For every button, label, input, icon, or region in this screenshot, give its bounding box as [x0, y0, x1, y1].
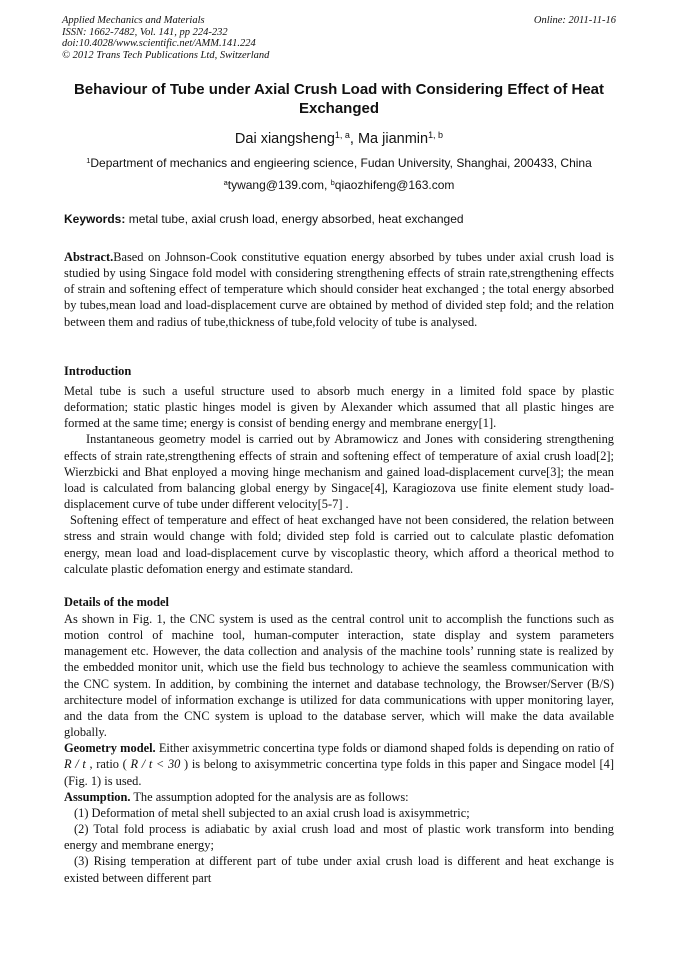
paper-title: Behaviour of Tube under Axial Crush Load with Considering Effect of Heat Exchanged: [73, 81, 605, 117]
online-date: Online: 2011-11-16: [533, 15, 616, 26]
author-2-sup: 1, b: [428, 130, 444, 141]
geometry-label: Geometry model.: [64, 741, 156, 756]
affiliation-sup: 1: [86, 155, 91, 165]
geometry-paragraph: [64, 740, 614, 788]
author-separator: ,: [349, 131, 358, 147]
assumption-item-1: (1) Deformation of metal shell subjected to an axial crush load is axisymmetric;: [74, 805, 470, 820]
copyright-line: © 2012 Trans Tech Publications Ltd, Switzerland: [62, 49, 270, 61]
ratio-r-over-t: R / t: [64, 757, 86, 772]
intro-paragraph-3: Softening effect of temperature and effect of heat exchanged have not been considered, the relation between stress and strain would change with fold; divided step fold is carried out to calculate plastic defomation energy, mean load and load-displacement curve by viscoplastic theory, which afford a theorical method to calculate plastic defomation energy and estimate standard.: [64, 513, 614, 576]
issn-line: ISSN: 1662-7482, Vol. 141, pp 224-232: [62, 26, 228, 38]
email-b[interactable]: qiaozhifeng@163.com: [334, 178, 455, 192]
assumption-text: The assumption adopted for the analysis are as follows:: [130, 789, 409, 804]
details-heading: Details of the model: [64, 595, 169, 609]
author-1-sup: 1, a: [334, 130, 350, 141]
ratio-condition: R / t < 30: [130, 757, 181, 772]
geometry-text-2: , ratio (: [85, 757, 131, 772]
abstract-label: Abstract.: [64, 250, 114, 264]
introduction-heading: Introduction: [64, 364, 132, 378]
abstract-text: Based on Johnson-Cook constitutive equation energy absorbed by tubes under axial crush load is studied by using Singace fold model with considering strengthening effects of strain rate,strengthening effects of strain and softening effect of temperature which should consider heat exchanged ; the total energy absorbed by tubes,mean load and load-displacement curve are obtained by method of divided step fold; and the relation between them and radius of tube,thickness of tube,fold velocity of tube is analysed.: [64, 250, 614, 329]
intro-paragraph-1: Metal tube is such a useful structure used to absorb much energy in a limited fold space by plastic deformation; static plastic hinges model is given by Alexander which assumed that all plastic hinges are formed at the same time; energy is consist of bending energy and membrane energy[1].: [64, 384, 614, 431]
journal-name: Applied Mechanics and Materials: [62, 15, 205, 26]
assumption-label: Assumption.: [64, 789, 131, 804]
keywords-label: Keywords:: [64, 212, 126, 226]
intro-paragraph-2: Instantaneous geometry model is carried out by Abramowicz and Jones with considering strengthening effects of strain rate,strengthening effects of strain and softening effect of temperature of axial crush load[2]; Wierzbicki and Bhat enployed a moving hinge mechanism and gained load-displacement curve[3]; the mean load is calculated from balancing global energy by Singace[4], Karagiozova use finite element study load-displacement curve of tube under different velocity[5-7] .: [64, 432, 614, 512]
affiliation: [60, 156, 618, 171]
author-2: Ma jianmin: [357, 131, 429, 147]
affiliation-text: Department of mechanics and engieering science, Fudan University, Shanghai, 200433, China: [90, 156, 592, 170]
keywords-text: metal tube, axial crush load, energy absorbed, heat exchanged: [125, 212, 464, 226]
assumption-paragraph: [64, 789, 614, 805]
details-body: [64, 611, 614, 886]
geometry-text-1: Either axisymmetric concertina type folds or diamond shaped folds is depending on ratio of: [155, 741, 614, 756]
email-b-sup: b: [330, 177, 335, 187]
introduction-body: [64, 383, 614, 577]
author-1: Dai xiangsheng: [234, 131, 335, 147]
abstract: [64, 249, 614, 330]
author-emails: [60, 178, 618, 193]
email-a[interactable]: tywang@139.com,: [227, 178, 331, 192]
details-paragraph-1: As shown in Fig. 1, the CNC system is used as the central control unit to accomplish the functions such as motion control of machine tool, human-computer interaction, state display and system parameters management etc. However, the data collection and analysis of the machine tools’ running state is realized by the embedded monitor unit, which use the field bus technology to achieve the seamless communication with the CNC system. In addition, by combining the internet and database technology, the Browser/Server (B/S) architecture model of information exchange is utilized for data communications with upper monitoring layer, and the data from the CNC system is upload to the database server, which will make the data available globally.: [64, 612, 614, 740]
doi-line: doi:10.4028/www.scientific.net/AMM.141.224: [62, 38, 256, 50]
assumption-item-3: (3) Rising temperation at different part of tube under axial crush load is different and heat exchange is existed between different part: [64, 854, 614, 885]
assumption-item-2: (2) Total fold process is adiabatic by axial crush load and most of plastic work transform into bending energy and membrane energy;: [64, 822, 614, 853]
geometry-text-3: ) is belong to axisymmetric concertina type folds in this paper and Singace model [4] (Fig. 1) is used.: [64, 757, 614, 788]
keywords: [64, 212, 624, 227]
author-list: [60, 130, 618, 148]
journal-header: [62, 15, 616, 61]
email-a-sup: a: [223, 177, 228, 187]
